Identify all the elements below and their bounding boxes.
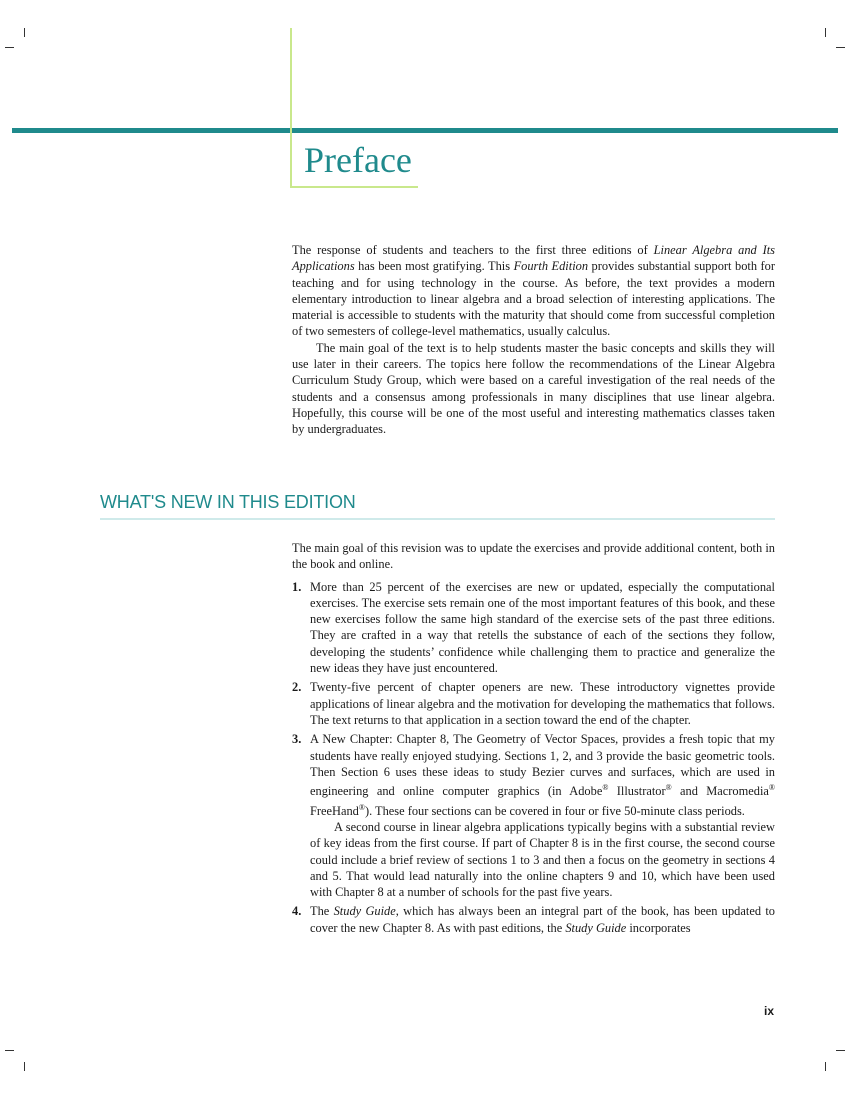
- text-run: provides substantial support both for teaching and for using technology in the course. As before, the text provides a modern elementary introduction to linear algebra and a broad selection of interesting applications. The material is accessible to students with the maturity that should come from successful completion of two semesters of college-level mathematics, usually calculus.: [292, 259, 775, 339]
- text-run: More than 25 percent of the exercises are new or updated, especially the computational exercises. The exercise sets remain one of the most important features of this book, and these new exercises follow the same high standard of the exercise sets of the past three editions. They are crafted in a way that retells the substance of each of the sections they follow, developing the students’ confidence while challenging them to practice and generalize the new ideas they have just encountered.: [310, 579, 775, 676]
- section-lead: The main goal of this revision was to update the exercises and provide additional content, both in the book and online.: [292, 541, 775, 572]
- title-accent-vertical: [290, 28, 292, 188]
- text-run: Illustrator: [608, 784, 666, 799]
- section-heading: WHAT'S NEW IN THIS EDITION: [100, 492, 356, 512]
- text-run: and Macromedia: [671, 784, 769, 799]
- list-item: [292, 679, 775, 728]
- registered-mark: ®: [768, 783, 775, 793]
- intro-paragraph-2: The main goal of the text is to help students master the basic concepts and skills they will use later in their careers. The topics here follow the recommendations of the Linear Algebra Curriculum Study Group, which were based on a careful investigation of the real needs of the students and a consensus among professionals in many disciplines that use linear algebra. Hopefully, this course will be one of the most useful and interesting mathematics classes taken by undergraduates.: [292, 340, 775, 437]
- italic-text: Linear Algebra and Its Applications: [292, 243, 775, 274]
- text-run: ). These four sections can be covered in four or five 50-minute class periods.: [364, 803, 745, 818]
- crop-mark: [836, 47, 845, 48]
- text-run: The response of students and teachers to the first three editions of: [292, 243, 654, 257]
- header-rule: [12, 128, 838, 133]
- italic-text: Study Guide: [565, 920, 627, 935]
- text-run: The: [310, 904, 334, 919]
- text-run: has been most gratifying. This: [354, 259, 514, 274]
- crop-mark: [24, 28, 25, 37]
- list-item-paragraph: [310, 679, 775, 728]
- page-title: Preface: [304, 140, 412, 180]
- list-item: [292, 731, 775, 900]
- italic-text: Fourth Edition: [513, 259, 589, 274]
- intro-paragraph-1: [292, 242, 775, 340]
- registered-mark: ®: [665, 783, 672, 793]
- list-item-paragraph: [310, 903, 775, 936]
- crop-mark: [825, 1062, 826, 1071]
- list-item-number: 4.: [292, 904, 302, 919]
- crop-mark: [24, 1062, 25, 1071]
- intro-block: [292, 242, 775, 438]
- list-item: [292, 579, 775, 677]
- text-run: FreeHand: [310, 803, 359, 818]
- list-item-number: 1.: [292, 579, 302, 594]
- whats-new-list: [292, 579, 775, 936]
- text-run: , which has always been an integral part of the book, has been updated to cover the new Chapter 8. As with past editions, the: [310, 904, 775, 935]
- crop-mark: [836, 1050, 845, 1051]
- crop-mark: [825, 28, 826, 37]
- section-body: [292, 540, 775, 939]
- crop-mark: [5, 47, 14, 48]
- crop-mark: [5, 1050, 14, 1051]
- registered-mark: ®: [602, 783, 609, 793]
- page-number: ix: [764, 1004, 775, 1018]
- list-item-number: 3.: [292, 732, 302, 747]
- list-item-paragraph: [310, 579, 775, 677]
- list-item-paragraph: [310, 819, 775, 900]
- text-run: Twenty-five percent of chapter openers are new. These introductory vignettes provide applications of linear algebra and the motivation for developing the mathematics that follows. The text returns to that application in a section toward the end of the chapter.: [310, 680, 775, 727]
- title-accent-underline: [290, 186, 418, 188]
- list-item: [292, 903, 775, 936]
- text-run: incorporates: [626, 920, 691, 935]
- section-rule: [100, 518, 775, 520]
- text-run: A second course in linear algebra applications typically begins with a substantial review of key ideas from the first course. If part of Chapter 8 is in the first course, the second course could include a brief review of sections 1 to 3 and then a focus on the geometry in sections 4 and 5. That would lead naturally into the online chapters 9 and 10, which have been used with Chapter 8 at a number of schools for the past five years.: [310, 820, 775, 900]
- list-item-paragraph: [310, 731, 775, 819]
- italic-text: Study Guide: [333, 904, 396, 919]
- registered-mark: ®: [358, 802, 365, 812]
- text-run: A New Chapter: Chapter 8, The Geometry of Vector Spaces, provides a fresh topic that my students have really enjoyed studying. Sections 1, 2, and 3 provide the basic geometric tools. Then Section 6 uses these ideas to study Bezier curves and surfaces, which are used in engineering and online computer graphics (in Adobe: [310, 732, 775, 799]
- list-item-number: 2.: [292, 680, 302, 695]
